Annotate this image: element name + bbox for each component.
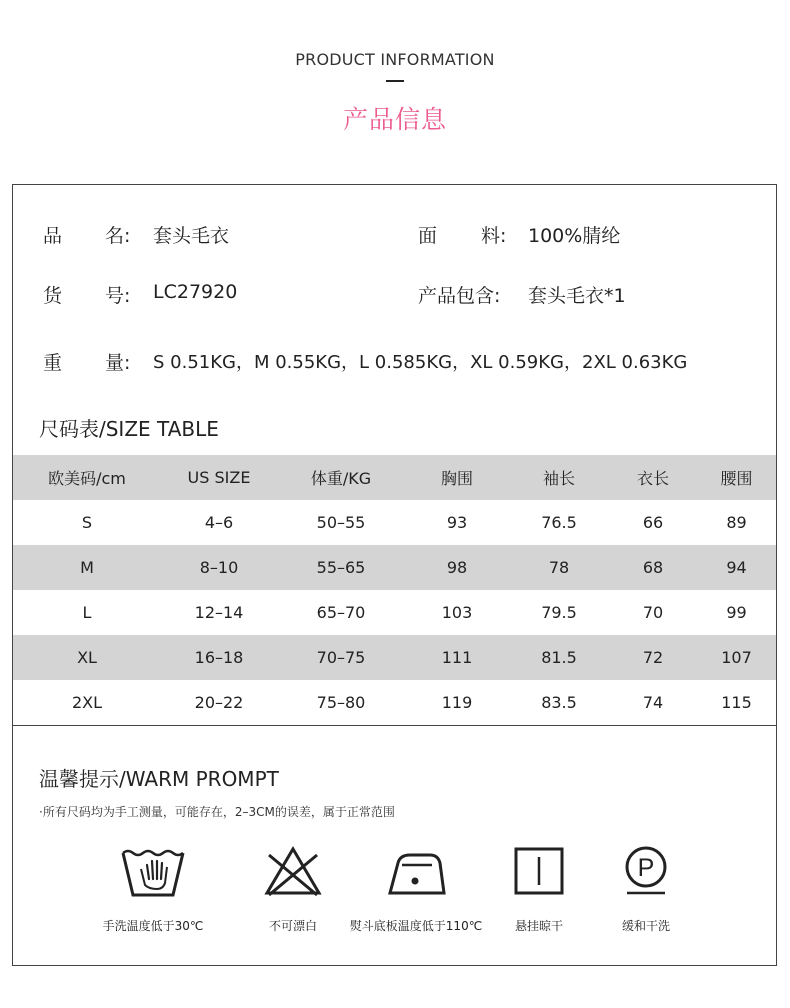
sku-value: LC27920 xyxy=(153,281,238,303)
table-cell: 8–10 xyxy=(199,558,239,577)
table-cell: 70 xyxy=(642,603,664,622)
dry-clean-p-icon xyxy=(619,845,673,899)
table-cell: 115 xyxy=(697,680,776,726)
table-cell: 79.5 xyxy=(541,603,577,622)
table-cell: 119 xyxy=(405,680,509,726)
sku-label-a: 货 xyxy=(43,285,63,307)
column-header: 欧美码/cm xyxy=(48,469,126,488)
measurement-note: ·所有尺码均为手工测量，可能存在，2–3CM的误差，属于正常范围 xyxy=(39,805,395,819)
table-cell: 83.5 xyxy=(509,680,609,726)
table-cell: 78 xyxy=(548,558,570,577)
table-cell: 66 xyxy=(642,513,664,532)
care-item-iron xyxy=(346,845,486,934)
table-row xyxy=(13,545,776,590)
table-cell: 89 xyxy=(726,513,747,532)
table-cell: 2XL xyxy=(13,680,161,726)
name-value: 套头毛衣 xyxy=(153,225,230,247)
table-cell: L xyxy=(82,603,92,622)
table-cell: 50–55 xyxy=(316,513,366,532)
table-row xyxy=(13,680,776,726)
table-cell: 75–80 xyxy=(277,680,405,726)
care-label: 不可漂白 xyxy=(268,919,317,933)
table-row xyxy=(13,635,776,680)
table-cell: M xyxy=(80,558,94,577)
table-row xyxy=(13,590,776,635)
table-cell: 99 xyxy=(726,603,747,622)
table-cell: 76.5 xyxy=(541,513,577,532)
care-item-hand-wash xyxy=(83,845,223,934)
size-table xyxy=(13,455,776,726)
table-cell: 70–75 xyxy=(316,648,366,667)
weight-label-b: 量: xyxy=(105,352,131,374)
table-cell: 20–22 xyxy=(161,680,277,726)
table-cell: 16–18 xyxy=(194,648,244,667)
column-header: 胸围 xyxy=(440,469,473,488)
name-label-a: 品 xyxy=(43,225,63,247)
table-cell: 12–14 xyxy=(194,603,244,622)
table-cell: XL xyxy=(77,648,97,667)
table-cell: 72 xyxy=(642,648,664,667)
warm-prompt-title: 温馨提示/WARM PROMPT xyxy=(39,767,279,791)
size-table-title: 尺码表/SIZE TABLE xyxy=(39,417,219,441)
no-bleach-icon xyxy=(263,845,323,899)
material-label-a: 面 xyxy=(418,225,438,247)
table-cell: 111 xyxy=(441,648,473,667)
size-table-header xyxy=(13,455,776,500)
package-label: 产品包含: xyxy=(418,285,501,307)
weight-value: S 0.51KG，M 0.55KG，L 0.585KG，XL 0.59KG，2XL 0.63KG xyxy=(153,352,688,373)
material-label-b: 料: xyxy=(481,225,507,247)
table-cell: 4–6 xyxy=(204,513,234,532)
column-header: US SIZE xyxy=(187,468,251,487)
table-cell: 74 xyxy=(609,680,697,726)
sku-label-b: 号: xyxy=(105,285,131,307)
iron-low-icon xyxy=(384,845,448,899)
column-header: 体重/KG xyxy=(310,469,372,488)
care-label: 手洗温度低于30℃ xyxy=(102,919,204,933)
hang-dry-icon xyxy=(512,845,566,899)
table-cell: 107 xyxy=(721,648,752,667)
header-title-cn: 产品信息 xyxy=(342,105,447,134)
header-divider xyxy=(386,80,404,82)
care-label: 缓和干洗 xyxy=(621,919,670,933)
care-label: 熨斗底板温度低于110℃ xyxy=(349,919,483,933)
table-cell: 81.5 xyxy=(541,648,577,667)
package-value: 套头毛衣*1 xyxy=(528,285,626,307)
product-info-panel xyxy=(12,184,777,966)
weight-label-a: 重 xyxy=(43,352,63,374)
material-value: 100%腈纶 xyxy=(528,225,621,247)
care-label: 悬挂晾干 xyxy=(514,919,563,933)
table-cell: 94 xyxy=(726,558,747,577)
table-cell: 98 xyxy=(446,558,468,577)
name-label-b: 名: xyxy=(105,225,131,247)
table-cell: 103 xyxy=(441,603,473,622)
svg-text:P: P xyxy=(637,854,655,882)
table-cell: S xyxy=(81,513,93,532)
care-item-dry-clean xyxy=(576,845,716,934)
table-cell: 68 xyxy=(642,558,664,577)
table-cell: 55–65 xyxy=(316,558,366,577)
care-item-no-bleach xyxy=(223,845,363,934)
column-header: 腰围 xyxy=(720,469,753,488)
header-title-en: PRODUCT INFORMATION xyxy=(295,50,495,69)
hand-wash-icon xyxy=(119,845,187,899)
table-row xyxy=(13,500,776,545)
column-header: 袖长 xyxy=(542,469,575,488)
table-cell: 93 xyxy=(446,513,468,532)
table-cell: 65–70 xyxy=(316,603,366,622)
column-header: 衣长 xyxy=(636,469,669,488)
